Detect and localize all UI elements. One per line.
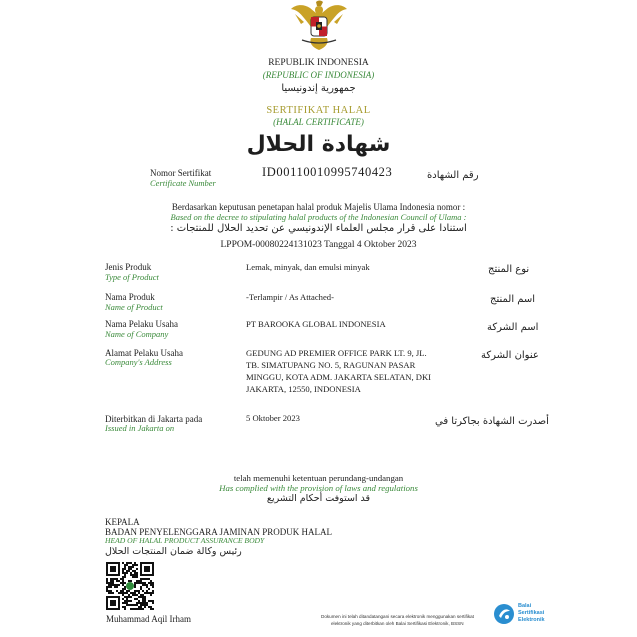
certificate-title: SERTIFIKAT HALAL [266, 105, 371, 116]
company-name-label: Nama Pelaku Usaha [105, 319, 178, 329]
product-name-label-en: Name of Product [105, 302, 163, 312]
issued-label-en: Issued in Jakarta on [105, 423, 175, 433]
signatory-body: BADAN PENYELENGGARA JAMINAN PRODUK HALAL [105, 527, 332, 537]
signatory-name: Muhammad Aqil Irham [106, 614, 191, 624]
issued-label-ar: أصدرت الشهادة بجاكرتا في [435, 416, 549, 427]
product-name-label: Nama Produk [105, 292, 155, 302]
bsre-logo-text-line: Sertifikasi [518, 610, 545, 616]
compliance-line-en: Has complied with the provision of laws and regulations [219, 483, 418, 493]
issued-label: Diterbitkan di Jakarta pada [105, 414, 203, 424]
product-name-value: -Terlampir / As Attached- [246, 292, 334, 302]
signatory-title: KEPALA [105, 517, 140, 527]
company-address-line: GEDUNG AD PREMIER OFFICE PARK LT. 9, JL. [246, 348, 427, 358]
company-address-label-en: Company's Address [105, 357, 172, 367]
compliance-line-ar: قد استوفت أحكام التشريع [266, 493, 371, 504]
company-address-line: MINGGU, KOTA ADM. JAKARTA SELATAN, DKI [246, 372, 432, 382]
basis-line-ar: استنادا على قرار مجلس العلماء الإندونيسي عن تحديد الحلال للمنتجات : [170, 223, 467, 234]
company-address-line: TB. SIMATUPANG NO. 5, RAGUNAN PASAR [246, 360, 416, 370]
cert-number-label: Nomor Sertifikat [150, 168, 212, 178]
basis-line: Berdasarkan keputusan penetapan halal produk Majelis Ulama Indonesia nomor : [171, 202, 466, 212]
signatory-body-en: HEAD OF HALAL PRODUCT ASSURANCE BODY [105, 536, 265, 545]
basis-line-en: Based on the decree to stipulating halal products of the Indonesian Council of Ulama : [170, 212, 467, 222]
e-sign-note-line: Dokumen ini telah ditandatangani secara elektronik menggunakan sertifikat [321, 614, 474, 619]
company-address-label-ar: عنوان الشركة [481, 350, 539, 361]
qr-code [106, 562, 154, 610]
issued-date: 5 Oktober 2023 [246, 413, 300, 423]
cert-number-label-en: Certificate Number [150, 178, 216, 188]
company-name-label-en: Name of Company [105, 329, 169, 339]
company-address-label: Alamat Pelaku Usaha [105, 348, 183, 358]
compliance-line: telah memenuhi ketentuan perundang-undangan [233, 473, 404, 483]
product-type-label: Jenis Produk [105, 262, 152, 272]
decree-number: LPPOM-00080224131023 Tanggal 4 Oktober 2023 [220, 240, 417, 250]
republic-title-ar: جمهورية إندونيسيا [281, 83, 356, 94]
company-name-label-ar: اسم الشركة [487, 322, 539, 333]
certificate-title-en: (HALAL CERTIFICATE) [273, 117, 364, 127]
company-address-line: JAKARTA, 12550, INDONESIA [246, 384, 361, 394]
cert-number-value: ID00110010995740423 [262, 165, 393, 179]
e-sign-note-line: elektronik yang diterbitkan oleh Balai Sertifikasi Elektronik, BSSN [331, 621, 464, 626]
republic-title-en: (REPUBLIC OF INDONESIA) [262, 70, 375, 80]
product-type-value: Lemak, minyak, dan emulsi minyak [246, 262, 370, 272]
bsre-logo [493, 603, 515, 625]
garuda-emblem [290, 0, 348, 52]
product-name-label-ar: اسم المنتج [490, 294, 536, 305]
bsre-logo-text-line: Elektronik [518, 617, 545, 623]
cert-number-label-ar: رقم الشهادة [427, 170, 479, 181]
product-type-label-en: Type of Product [105, 272, 159, 282]
bsre-logo-text-line: Balai [518, 603, 532, 609]
signatory-body-ar: رئيس وكالة ضمان المنتجات الحلال [105, 546, 242, 557]
certificate-title-ar: شهادة الحلال [246, 132, 391, 157]
republic-title: REPUBLIK INDONESIA [268, 58, 369, 68]
company-name-value: PT BAROOKA GLOBAL INDONESIA [246, 319, 386, 329]
product-type-label-ar: نوع المنتج [488, 264, 530, 275]
